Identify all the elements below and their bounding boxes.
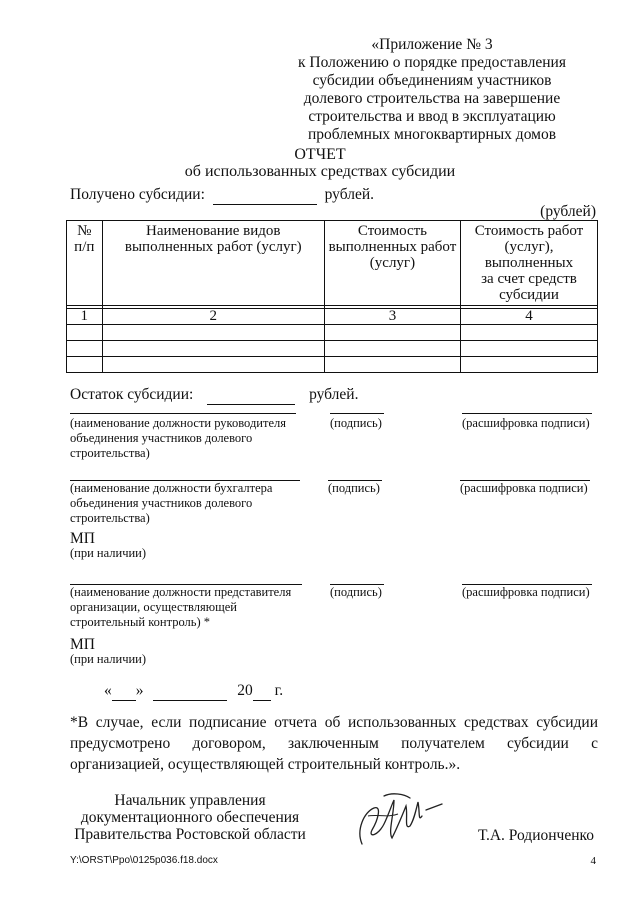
header-text: выполненных xyxy=(484,255,574,271)
date-month-blank[interactable] xyxy=(153,682,227,701)
official-title-line: Правительства Ростовской области xyxy=(74,826,306,843)
received-amount-blank[interactable] xyxy=(213,186,317,205)
stamp-note: (при наличии) xyxy=(70,546,147,560)
file-path: Y:\ORST\Ppo\0125p036.f18.docx xyxy=(70,855,218,866)
column-number: 4 xyxy=(460,309,597,325)
remainder-label: Остаток субсидии: xyxy=(70,386,194,403)
signature-line-sign[interactable] xyxy=(330,413,384,414)
header-text: субсидии xyxy=(499,287,559,303)
caption-line: организации, осуществляющей xyxy=(70,600,237,614)
caption-line: (наименование должности бухгалтера xyxy=(70,481,273,495)
received-subsidy-row xyxy=(70,186,374,205)
header-text: за счет средств xyxy=(481,271,577,287)
header-work-name xyxy=(102,221,324,306)
appendix-header xyxy=(272,36,592,144)
handwritten-signature xyxy=(348,786,448,856)
received-unit: рублей. xyxy=(324,186,375,203)
caption-line: объединения участников долевого xyxy=(70,431,253,445)
header-subsidy-cost xyxy=(460,221,597,306)
header-text: выполненных работ xyxy=(328,239,457,255)
appendix-line: к Положению о порядке предоставления xyxy=(298,54,566,71)
signature-decode-caption: (расшифровка подписи) xyxy=(462,585,590,599)
date-year-suffix: г. xyxy=(274,682,284,699)
table-unit-note: (рублей) xyxy=(540,203,596,220)
official-title xyxy=(70,792,310,843)
stamp-label: МП xyxy=(70,530,95,547)
column-number: 2 xyxy=(102,309,324,325)
remainder-row xyxy=(70,386,358,405)
signature-sign-caption: (подпись) xyxy=(328,481,380,495)
caption-line: объединения участников долевого xyxy=(70,496,253,510)
signature-decode-caption: (расшифровка подписи) xyxy=(460,481,588,495)
caption-line: строительства) xyxy=(70,446,150,460)
official-name: Т.А. Родионченко xyxy=(478,827,594,844)
stamp-label: МП xyxy=(70,636,95,653)
stamp-note: (при наличии) xyxy=(70,652,147,666)
date-day-blank[interactable] xyxy=(112,682,136,701)
report-title-main: ОТЧЕТ xyxy=(294,146,346,163)
date-year-blank[interactable] xyxy=(253,682,271,701)
table-row-numbers xyxy=(67,309,598,325)
header-text: (услуг), xyxy=(504,239,554,255)
header-text: № xyxy=(77,223,92,239)
table-row[interactable] xyxy=(67,341,598,357)
footnote: *В случае, если подписание отчета об использованных средствах субсидии предусмотрено договором, заключенным получателем субсидии с организацией, осуществляющей строительный контроль.». xyxy=(70,714,598,773)
appendix-line: «Приложение № 3 xyxy=(371,36,493,53)
signature-sign-caption: (подпись) xyxy=(330,585,382,599)
official-title-line: документационного обеспечения xyxy=(80,809,300,826)
header-text: (услуг) xyxy=(369,255,416,271)
signature-position-caption xyxy=(70,481,272,526)
caption-line: строительный контроль) * xyxy=(70,615,211,629)
table-row[interactable] xyxy=(67,325,598,341)
signature-line-position[interactable] xyxy=(70,413,296,414)
received-subsidy-label: Получено субсидии: xyxy=(70,186,205,203)
appendix-line: долевого строительства на завершение xyxy=(303,90,561,107)
header-text: Стоимость работ xyxy=(474,223,584,239)
official-title-line: Начальник управления xyxy=(114,792,266,809)
date-quote-open: « xyxy=(104,682,112,699)
signature-line-decode[interactable] xyxy=(462,413,592,414)
header-text: Наименование видов xyxy=(145,223,281,239)
header-text: Стоимость xyxy=(357,223,428,239)
signature-position-caption xyxy=(70,585,291,630)
header-text: п/п xyxy=(74,239,95,255)
signature-decode-caption: (расшифровка подписи) xyxy=(462,416,590,430)
date-year-prefix: 20 xyxy=(237,682,253,699)
signature-sign-caption: (подпись) xyxy=(330,416,382,430)
report-title-sub: об использованных средствах субсидии xyxy=(184,163,456,180)
column-number: 1 xyxy=(67,309,103,325)
date-quote-close: » xyxy=(135,682,144,699)
caption-line: (наименование должности руководителя xyxy=(70,416,286,430)
signature-position-caption xyxy=(70,416,286,461)
appendix-line: строительства и ввод в эксплуатацию xyxy=(308,108,556,125)
header-number xyxy=(67,221,103,306)
column-number: 3 xyxy=(324,309,460,325)
header-text: выполненных работ (услуг) xyxy=(124,239,302,255)
date-row xyxy=(104,682,283,701)
remainder-unit: рублей. xyxy=(309,386,359,403)
table-row[interactable] xyxy=(67,357,598,373)
report-table xyxy=(66,220,598,373)
header-work-cost xyxy=(324,221,460,306)
page-number: 4 xyxy=(590,855,596,867)
remainder-amount-blank[interactable] xyxy=(207,386,295,405)
caption-line: (наименование должности представителя xyxy=(70,585,292,599)
caption-line: строительства) xyxy=(70,511,150,525)
report-title xyxy=(0,146,640,180)
appendix-line: проблемных многоквартирных домов xyxy=(307,126,557,143)
appendix-line: субсидии объединениям участников xyxy=(312,72,552,89)
